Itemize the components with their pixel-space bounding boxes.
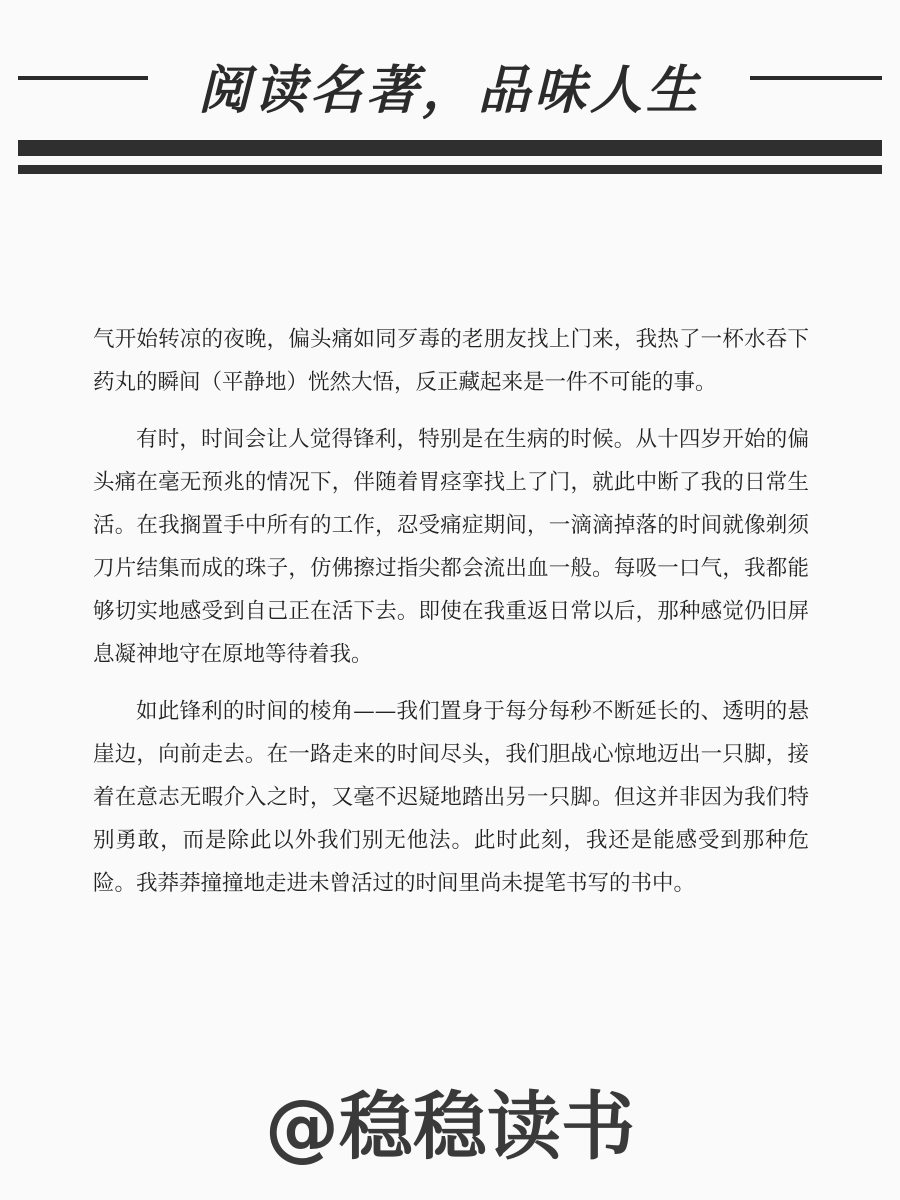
header-rule-right <box>750 76 882 80</box>
paragraph-1: 气开始转凉的夜晚，偏头痛如同歹毒的老朋友找上门来，我热了一杯水吞下药丸的瞬间（平静地）恍然大悟，反正藏起来是一件不可能的事。 <box>93 327 809 395</box>
article-body <box>93 318 809 919</box>
divider-thick <box>18 140 882 156</box>
author-signature: @稳稳读书 <box>265 1084 635 1170</box>
header-rule-left <box>18 76 148 80</box>
divider-thin <box>18 165 882 174</box>
paragraph-3: 如此锋利的时间的棱角——我们置身于每分每秒不断延长的、透明的悬崖边，向前走去。在一路走来的时间尽头，我们胆战心惊地迈出一只脚，接着在意志无暇介入之时，又毫不迟疑地踏出另一只脚。但这并非因为我们特别勇敢，而是除此以外我们别无他法。此时此刻，我还是能感受到那种危险。我莽莽撞撞地走进未曾活过的时间里尚未提笔书写的书中。 <box>93 699 809 896</box>
header-banner <box>0 40 900 120</box>
paragraph-2: 有时，时间会让人觉得锋利，特别是在生病的时候。从十四岁开始的偏头痛在毫无预兆的情况下，伴随着胃痉挛找上了门，就此中断了我的日常生活。在我搁置手中所有的工作，忍受痛症期间，一滴滴掉落的时间就像剃须刀片结集而成的珠子，仿佛擦过指尖都会流出血一般。每吸一口气，我都能够切实地感受到自己正在活下去。即使在我重返日常以后，那种感觉仍旧屏息凝神地守在原地等待着我。 <box>93 427 809 667</box>
page-title: 阅读名著，品味人生 <box>197 61 702 121</box>
